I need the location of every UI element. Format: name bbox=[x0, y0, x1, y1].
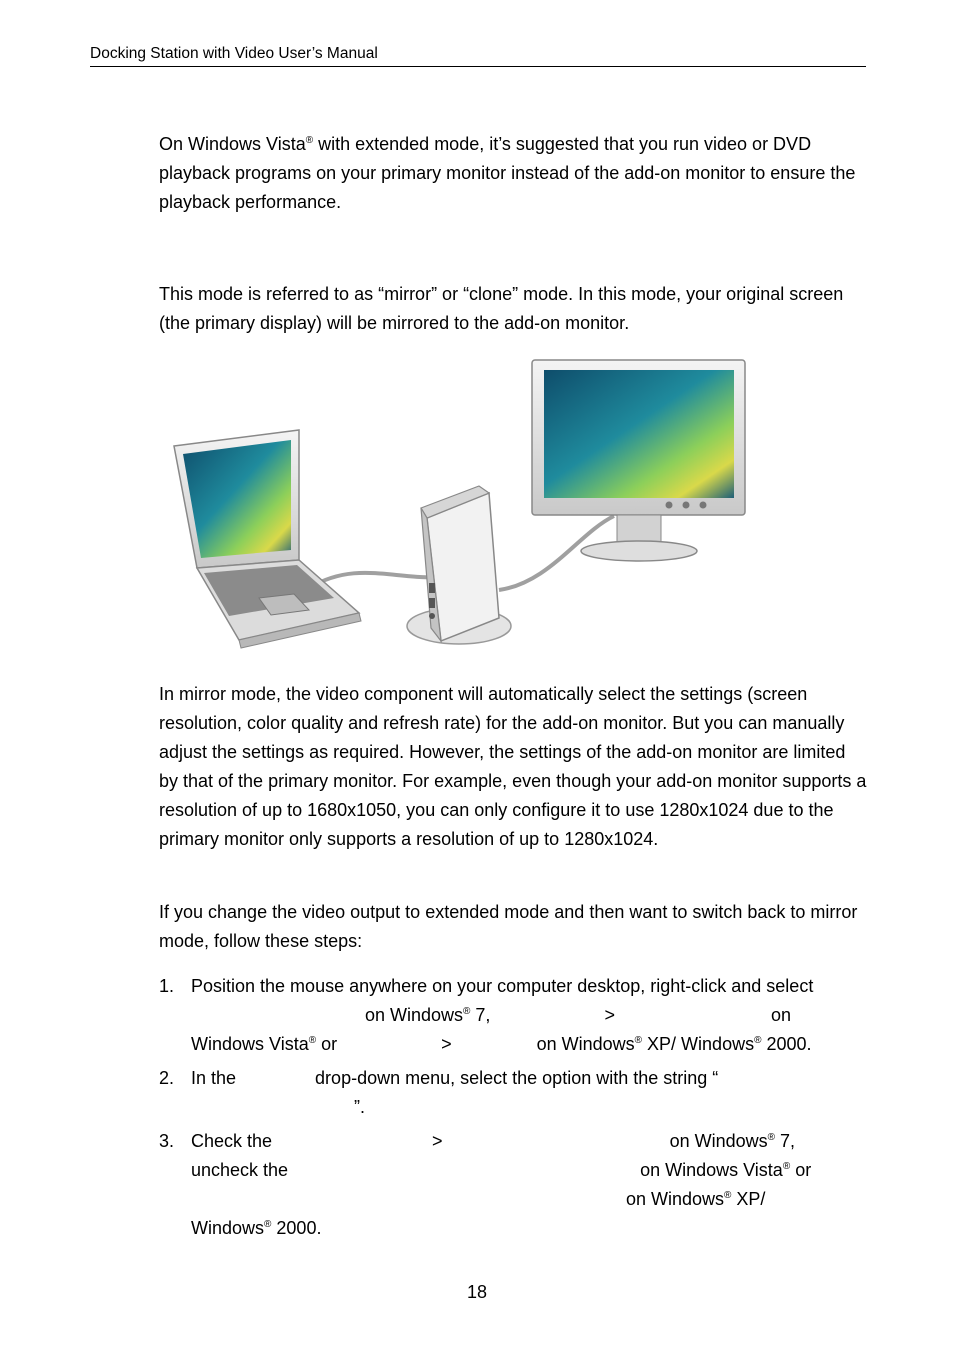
mirror-mode-illustration bbox=[159, 358, 769, 668]
docking-station-illustration bbox=[407, 486, 511, 644]
step-2: 2. In the drop-down menu, select the option with the string “ ”. bbox=[159, 1068, 719, 1117]
vista-note-paragraph: On Windows Vista® with extended mode, it’s suggested that you run video or DVD playback programs on your primary monitor instead of the add-on monitor to ensure the playback performance. bbox=[159, 134, 856, 212]
running-header: Docking Station with Video User’s Manual bbox=[90, 45, 866, 67]
laptop-illustration bbox=[174, 430, 361, 648]
page-number: 18 bbox=[466, 1282, 488, 1302]
steps-list bbox=[159, 972, 869, 1243]
step-3: 3. Check the > on Windows® 7, uncheck the on Windows Vista® or on Windows® XP/ Windows® 2000. bbox=[159, 1131, 812, 1238]
monitor-illustration bbox=[532, 360, 745, 561]
mirror-mode-intro: This mode is referred to as “mirror” or “clone” mode. In this mode, your original screen (the primary display) will be mirrored to the add-on monitor. bbox=[159, 284, 844, 333]
mirror-settings-paragraph: In mirror mode, the video component will automatically select the settings (screen resolution, color quality and refresh rate) for the add-on monitor. But you can manually adjust the settings as required. However, the settings of the add-on monitor are limited by that of the primary monitor. For example, even though your add-on monitor supports a resolution of up to 1680x1050, you can only configure it to use 1280x1024 due to the primary monitor only supports a resolution of up to 1280x1024. bbox=[159, 684, 867, 849]
switch-back-paragraph: If you change the video output to extended mode and then want to switch back to mirror mode, follow these steps: bbox=[159, 902, 858, 951]
step-1: 1. Position the mouse anywhere on your computer desktop, right-click and select on Windows® 7, > on Windows Vista® or > on Windows® XP/ Windows® 2000. bbox=[159, 976, 814, 1054]
